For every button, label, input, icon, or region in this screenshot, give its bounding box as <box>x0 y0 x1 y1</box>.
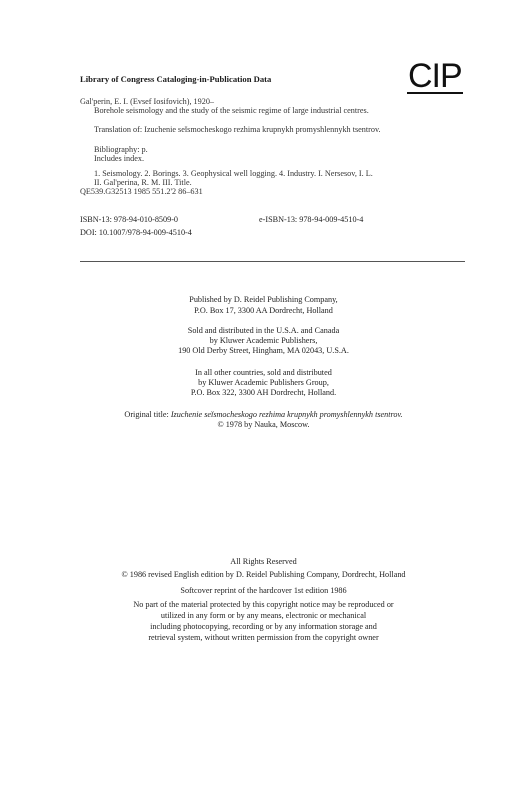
e-isbn-13: e-ISBN-13: 978-94-009-4510-4 <box>259 215 364 224</box>
classification-line: QE539.G32513 1985 551.2'2 86–631 <box>80 187 203 196</box>
copyright-notice-line-2: utilized in any form or by any means, electronic or mechanical <box>160 611 367 620</box>
distributor-line-2: by Kluwer Academic Publishers, <box>209 336 318 345</box>
softcover-reprint-note: Softcover reprint of the hardcover 1st edition 1986 <box>180 586 347 595</box>
bibliography-line: Bibliography: p. <box>94 145 148 154</box>
divider-rule <box>80 261 465 262</box>
rights-reserved: All Rights Reserved <box>230 557 297 566</box>
title-line: Borehole seismology and the study of the seismic regime of large industrial centres. <box>94 106 369 115</box>
other-countries-line-3: P.O. Box 322, 3300 AH Dordrecht, Holland. <box>190 388 337 397</box>
subjects-line-1: 1. Seismology. 2. Borings. 3. Geophysical well logging. 4. Industry. I. Nersesov, I. L. <box>94 169 373 178</box>
original-title <box>0 410 527 421</box>
other-countries-line-2: by Kluwer Academic Publishers Group, <box>198 378 329 387</box>
translation-line: Translation of: Izuchenie seĭsmocheskogo rezhima krupnykh promyshlennykh tsentrov. <box>94 125 381 134</box>
copyright-notice-line-1: No part of the material protected by this copyright notice may be reproduced or <box>133 600 394 609</box>
distributor-line-3: 190 Old Derby Street, Hingham, MA 02043, U.S.A. <box>178 346 349 355</box>
edition-copyright: © 1986 revised English edition by D. Reidel Publishing Company, Dordrecht, Holland <box>121 570 406 579</box>
isbn-13: ISBN-13: 978-94-010-8509-0 <box>80 215 179 224</box>
other-countries-line-1: In all other countries, sold and distributed <box>195 368 332 377</box>
original-title-text: Izuchenie seĭsmocheskogo rezhima krupnykh promyshlennykh tsentrov. <box>170 410 403 419</box>
copyright-notice-line-3: including photocopying, recording or by any information storage and <box>150 622 377 631</box>
subjects-line-2: II. Gal'perina, R. M. III. Title. <box>94 178 192 187</box>
distributor-line-1: Sold and distributed in the U.S.A. and Canada <box>187 326 340 335</box>
original-title-label: Original title: <box>124 410 171 419</box>
cip-heading: Library of Congress Cataloging-in-Publication Data <box>80 74 272 84</box>
doi: DOI: 10.1007/978-94-009-4510-4 <box>80 228 192 237</box>
author-line: Gal'perin, E. I. (Evsef Iosifovich), 1920– <box>80 97 215 106</box>
original-copyright: © 1978 by Nauka, Moscow. <box>217 420 310 429</box>
index-line: Includes index. <box>94 154 145 163</box>
cip-logo: CIP <box>408 57 462 95</box>
publisher-line-1: Published by D. Reidel Publishing Company, <box>189 295 338 304</box>
publisher-line-2: P.O. Box 17, 3300 AA Dordrecht, Holland <box>194 306 333 315</box>
copyright-notice-line-4: retrieval system, without written permission from the copyright owner <box>148 633 379 642</box>
